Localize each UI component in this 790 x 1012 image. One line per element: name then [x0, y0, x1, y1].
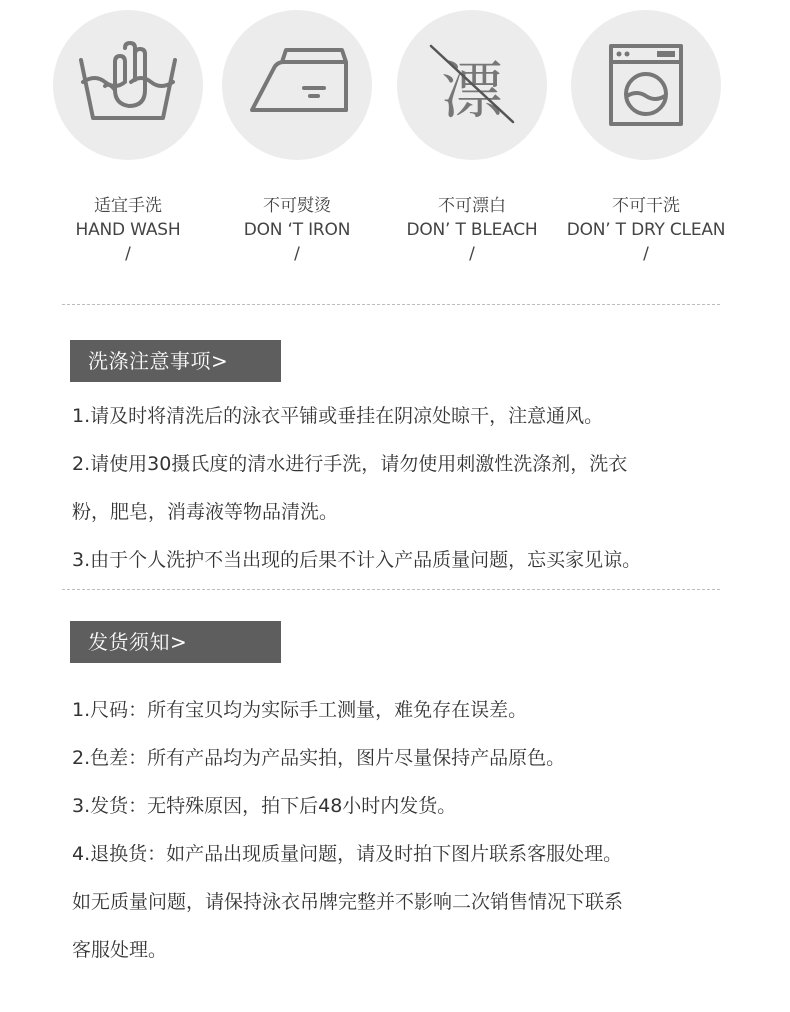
shipping-line: 1.尺码：所有宝贝均为实际手工测量，难免存在误差。 — [72, 699, 528, 721]
care-label-slash: / — [125, 244, 131, 264]
care-label-en: DON ‘T IRON — [243, 220, 351, 240]
care-label-en: DON’ T DRY CLEAN — [566, 220, 726, 240]
hand-wash-svg — [53, 10, 203, 160]
shipping-line: 4.退换货：如产品出现质量问题，请及时拍下图片联系客服处理。 — [72, 843, 623, 865]
divider-top — [62, 304, 720, 305]
bleach-glyph: 漂 — [440, 54, 504, 127]
shipping-line: 3.发货：无特殊原因，拍下后48小时内发货。 — [72, 795, 457, 817]
washing-line: 3.由于个人洗护不当出现的后果不计入产品质量问题，忘买家见谅。 — [72, 549, 642, 571]
care-label-en: HAND WASH — [75, 220, 181, 240]
no-dry-clean-icon — [571, 10, 721, 160]
washing-machine-svg — [571, 10, 721, 160]
care-item-hand-wash — [38, 10, 218, 266]
care-label-slash: / — [294, 244, 300, 264]
shipping-line: 2.色差：所有产品均为产品实拍，图片尽量保持产品原色。 — [72, 747, 566, 769]
care-label-cn: 适宜手洗 — [94, 196, 162, 216]
washing-line: 2.请使用30摄氏度的清水进行手洗，请勿使用刺激性洗涤剂，洗衣 — [72, 453, 628, 475]
shipping-section-heading: 发货须知> — [70, 621, 281, 663]
care-item-no-dry-clean — [556, 10, 736, 266]
care-label-slash: / — [643, 244, 649, 264]
bleach-svg — [397, 10, 547, 160]
care-label-cn: 不可漂白 — [438, 196, 506, 216]
no-iron-icon — [222, 10, 372, 160]
care-item-no-bleach — [382, 10, 562, 266]
iron-svg — [222, 10, 372, 160]
washing-line: 粉，肥皂，消毒液等物品清洗。 — [72, 501, 339, 523]
care-label-en: DON’ T BLEACH — [406, 220, 538, 240]
care-label-cn: 不可干洗 — [612, 196, 680, 216]
hand-wash-icon — [53, 10, 203, 160]
care-label-slash: / — [469, 244, 475, 264]
shipping-line: 如无质量问题，请保持泳衣吊牌完整并不影响二次销售情况下联系 — [72, 891, 624, 913]
divider-middle — [62, 589, 720, 590]
care-instructions-row — [0, 10, 790, 280]
no-bleach-icon — [397, 10, 547, 160]
care-label-cn: 不可熨烫 — [263, 196, 331, 216]
washing-line: 1.请及时将清洗后的泳衣平铺或垂挂在阴凉处晾干，注意通风。 — [72, 405, 604, 427]
shipping-line: 客服处理。 — [72, 939, 168, 961]
washing-section-heading: 洗涤注意事项> — [70, 340, 281, 382]
care-item-no-iron — [207, 10, 387, 266]
